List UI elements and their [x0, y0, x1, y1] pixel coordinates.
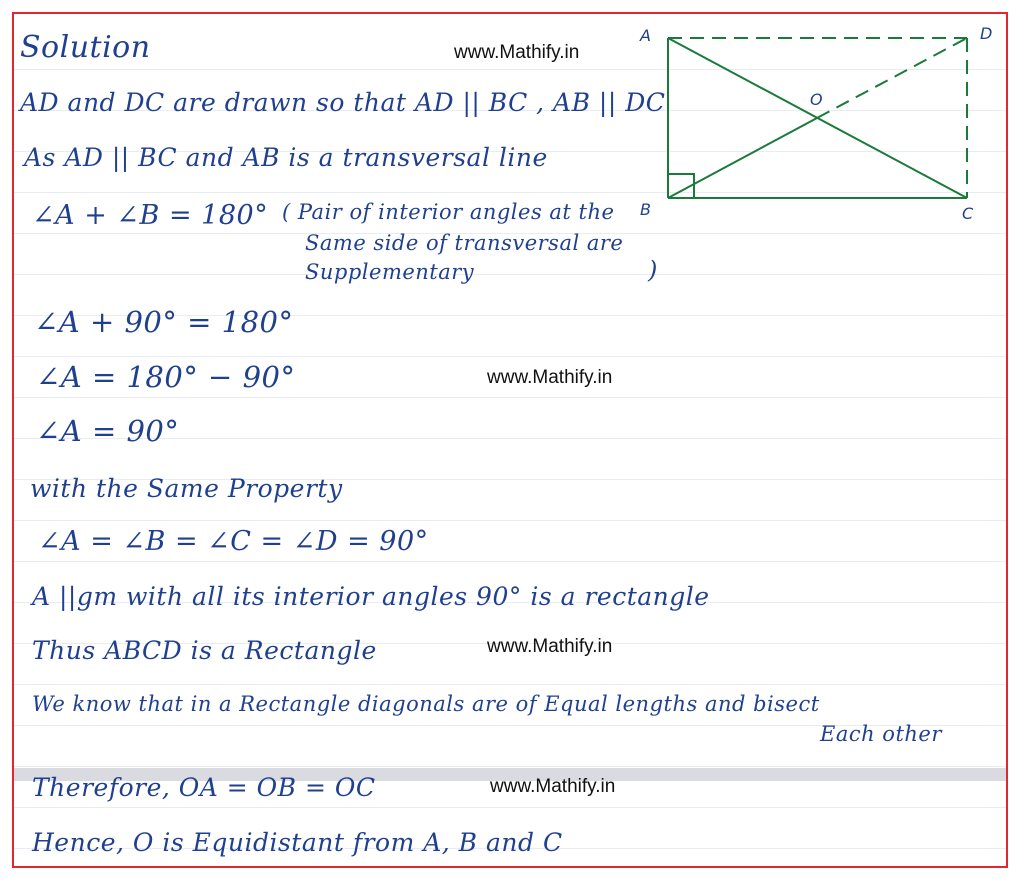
- solution-line-10: Thus ABCD is a Rectangle: [32, 636, 377, 665]
- reason-line-2: Same side of transversal are: [305, 231, 624, 255]
- solution-line-5: ∠A = 180° − 90°: [36, 360, 296, 394]
- reason-line-3: Supplementary: [305, 260, 475, 284]
- solution-line-14: Hence, O is Equidistant from A, B and C: [32, 828, 563, 857]
- diagonal-od-dashed: [817, 38, 967, 118]
- watermark: www.Mathify.in: [487, 367, 613, 388]
- solution-line-2: As AD || BC and AB is a transversal line: [24, 143, 548, 172]
- reason-line-1: ( Pair of interior angles at the: [282, 200, 615, 224]
- diagonal-bo: [668, 118, 817, 198]
- solution-line-4: ∠A + 90° = 180°: [34, 305, 294, 339]
- vertex-label-b: B: [640, 200, 651, 219]
- solution-line-11: We know that in a Rectangle diagonals are of Equal lengths and bisect: [32, 692, 820, 716]
- solution-heading: Solution: [20, 30, 151, 65]
- solution-line-13: Therefore, OA = OB = OC: [32, 773, 376, 802]
- vertex-label-d: D: [980, 24, 993, 43]
- solution-line-1: AD and DC are drawn so that AD || BC , AB || DC: [20, 88, 666, 117]
- vertex-label-o: O: [810, 90, 823, 109]
- solution-line-7: with the Same Property: [30, 474, 343, 503]
- vertex-label-a: A: [640, 26, 651, 45]
- solution-line-8: ∠A = ∠B = ∠C = ∠D = 90°: [38, 526, 429, 557]
- solution-line-12: Each other: [820, 722, 942, 746]
- solution-line-9: A ||gm with all its interior angles 90° is a rectangle: [32, 582, 710, 611]
- watermark: www.Mathify.in: [487, 636, 613, 657]
- vertex-label-c: C: [962, 204, 974, 223]
- watermark: www.Mathify.in: [454, 42, 580, 63]
- reason-close-paren: ): [648, 256, 658, 284]
- solution-line-3: ∠A + ∠B = 180°: [32, 200, 269, 231]
- solution-line-6: ∠A = 90°: [36, 414, 180, 448]
- watermark: www.Mathify.in: [490, 776, 616, 797]
